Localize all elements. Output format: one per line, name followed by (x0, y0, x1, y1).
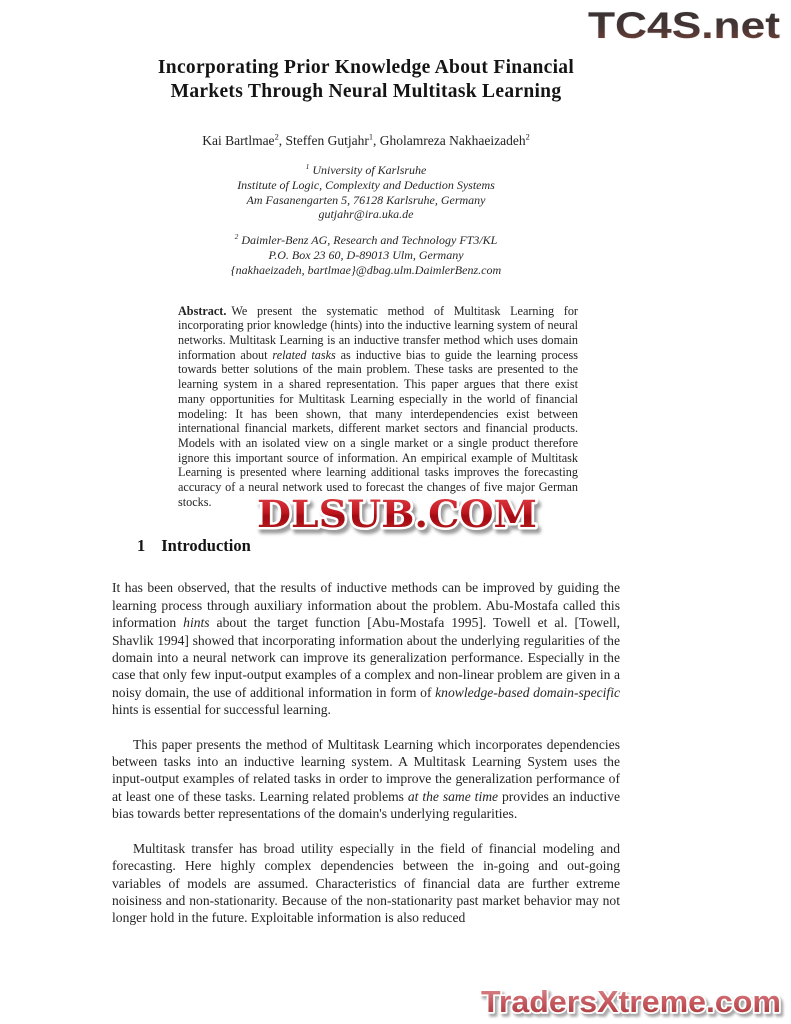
dlsub-watermark-text: DLSUB.COM (257, 492, 537, 536)
intro-p1-emphasis-knowledge-based: knowledge-based domain-specific (435, 684, 620, 700)
section-1-title: Introduction (161, 536, 251, 556)
affiliation-2-institution: Daimler-Benz AG, Research and Technology FT3/KL (241, 233, 498, 248)
intro-paragraph-2 (112, 736, 620, 823)
affiliation-2-line-2: P.O. Box 23 60, D-89013 Ulm, Germany (268, 247, 464, 262)
intro-p1-text-2: about the target function [Abu-Mostafa 1995]. Towell et al. [Towell, Shavlik 1994] showed that incorporating information about the underlying regularities of the domain into a neural network can improve its generalization performance. Especially in the case that only few input-output examples of a complex and non-linear problem are given in a noisy domain, the use of additional information in form of (112, 615, 620, 700)
affiliation-1-email: gutjahr@ira.uka.de (318, 207, 414, 222)
intro-p3-text: Multitask transfer has broad utility especially in the field of financial modeling and forecasting. Here highly complex dependencies between the in-going and out-going variables of models are assumed. Characteristics of financial data are further extreme noisiness and non-stationarity. Because of the non-stationarity past market behavior may not longer hold in the future. Exploitable information is also reduced (112, 840, 620, 926)
affiliation-1 (112, 163, 620, 222)
paper-title-line-2: Markets Through Neural Multitask Learning (170, 81, 562, 102)
intro-p1-text-3: hints is essential for successful learning. (112, 702, 331, 718)
affiliation-1-line-3: Am Fasanengarten 5, 76128 Karlsruhe, Germany (246, 192, 486, 207)
author-1: Kai Bartlmae (202, 133, 275, 148)
tradersxtreme-logo-svg (474, 979, 791, 1024)
affiliation-1-institution: University of Karlsruhe (312, 163, 427, 177)
affiliation-2-marker: 2 (234, 232, 239, 242)
authors-line (112, 133, 620, 149)
author-2: , Steffen Gutjahr (278, 133, 369, 148)
intro-p2-emphasis-same-time: at the same time (407, 788, 499, 804)
watermark-tradersxtreme (474, 979, 791, 1024)
intro-p1-text-1: It has been observed, that the results of inductive methods can be improved by guiding the learning process through auxiliary information about the problem. Abu-Mostafa called this information (112, 580, 620, 631)
paper-title-line-1: Incorporating Prior Knowledge About Financial (157, 57, 575, 78)
abstract-text-1: We present the systematic method of Multitask Learning for incorporating prior knowledge (hints) into the inductive learning system of neural networks. Multitask Learning is an inductive transfer method which uses domain information about (178, 303, 578, 362)
tc4s-watermark-text: TC4S.net (588, 5, 780, 46)
affiliation-1-line-2: Institute of Logic, Complexity and Deduction Systems (237, 177, 495, 192)
affiliation-1-marker: 1 (305, 162, 310, 171)
paper-content (112, 0, 620, 927)
intro-paragraph-1 (112, 579, 620, 718)
section-1-number: 1 (137, 536, 146, 556)
author-2-affil-marker: 1 (368, 132, 374, 142)
tradersxtreme-watermark-text: TradersXtreme.com (481, 984, 781, 1019)
affiliation-2-line-1 (112, 233, 620, 248)
author-3-affil-marker: 2 (525, 132, 530, 142)
affiliation-2 (112, 233, 620, 277)
paper-title (112, 56, 620, 104)
abstract-label: Abstract. (178, 303, 227, 318)
affiliation-1-line-1 (112, 163, 620, 178)
section-1-heading (137, 536, 620, 556)
abstract-emphasis-related-tasks: related tasks (272, 347, 336, 362)
abstract (178, 304, 578, 510)
affiliation-2-email: {nakhaeizadeh, bartlmae}@dbag.ulm.DaimlerBenz.com (230, 262, 502, 277)
intro-p1-emphasis-hints: hints (183, 615, 210, 631)
abstract-text-2: as inductive bias to guide the learning process towards better solutions of the main problem. These tasks are presented to the learning system in a shared representation. This paper argues that there exist many opportunities for Multitask Learning especially in the world of financial modeling: It has been shown, that many interdependencies exist between international financial markets, different market sectors and financial products. Models with an isolated view on a single market or a single product therefore ignore this important source of information. An empirical example of Multitask Learning is presented where learning additional tasks improves the forecasting accuracy of a neural network used to forecast the changes of five major German stocks. (178, 347, 578, 509)
author-1-affil-marker: 2 (274, 132, 279, 142)
author-3: , Gholamreza Nakhaeizadeh (373, 133, 526, 148)
intro-paragraph-3 (112, 840, 620, 927)
intro-p2-text-2: provides an inductive bias towards better representations of the domain's underlying regularities. (112, 788, 620, 822)
intro-p2-text-1: This paper presents the method of Multitask Learning which incorporates dependencies between tasks into an inductive learning system. A Multitask Learning System uses the input-output examples of related tasks in order to improve the generalization performance of at least one of these tasks. Learning related problems (112, 736, 620, 804)
